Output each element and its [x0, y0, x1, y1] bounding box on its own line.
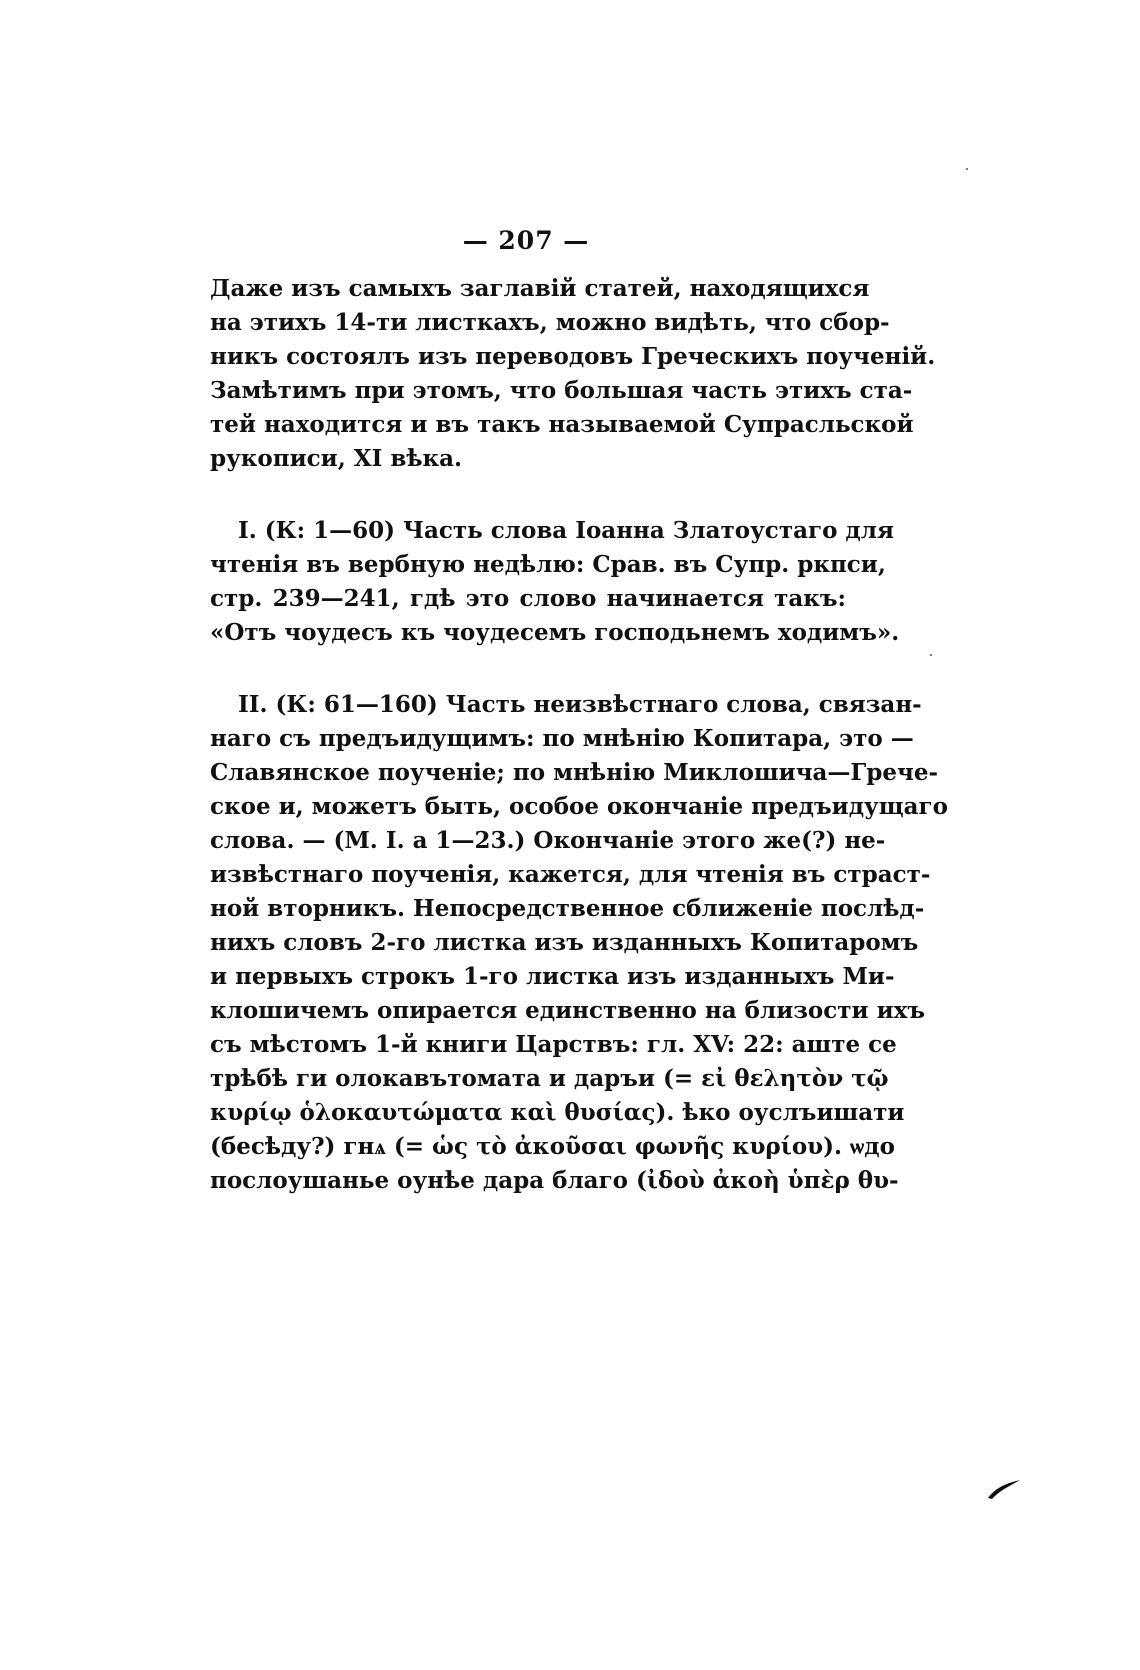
text-line: Замѣтимъ при этомъ, что большая часть этихъ ста-	[210, 377, 913, 404]
section-ii-line: ной вторникъ. Непосредственное сближеніе послѣд-	[210, 895, 925, 922]
section-ii-line: трѣбѣ ги олокавътомата и даръи (= εἰ θελητὸν τῷ	[210, 1065, 889, 1092]
section-ii-line: ское и, можетъ быть, особое окончаніе предъидущаго	[210, 793, 948, 820]
section-ii-line: (бесѣду?) гнѧ (= ὡς τὸ ἀκοῦσαι φωνῆς κυρίου). ѡдо	[210, 1133, 895, 1160]
scan-speck	[930, 654, 932, 656]
section-ii-line: κυρίῳ ὁλοκαυτώματα καὶ θυσίας). ѣко оуслъишати	[210, 1099, 905, 1126]
section-ii-line: съ мѣстомъ 1-й книги Царствъ: гл. XV: 22: аште се	[210, 1031, 897, 1058]
ink-mark-icon	[986, 1478, 1022, 1500]
section-ii-line: наго съ предъидущимъ: по мнѣнію Копитара, это —	[210, 725, 914, 752]
section-ii-line: клошичемъ опирается единственно на близости ихъ	[210, 997, 926, 1024]
section-ii-line: извѣстнаго поученія, кажется, для чтенія въ страст-	[210, 861, 931, 888]
section-i-line: стр. 239—241, гдѣ это слово начинается такъ:	[210, 585, 846, 612]
text-line: никъ состоялъ изъ переводовъ Греческихъ поученій.	[210, 343, 936, 370]
text-line: Даже изъ самыхъ заглавій статей, находящихся	[210, 275, 870, 302]
section-i-line: I. (К: 1—60) Часть слова Іоанна Златоустаго для	[238, 517, 894, 544]
section-ii-line: II. (К: 61—160) Часть неизвѣстнаго слова, связан-	[238, 691, 922, 718]
text-line: рукописи, XI вѣка.	[210, 445, 463, 472]
scan-speck	[966, 168, 968, 170]
section-ii-line: Славянское поученіе; по мнѣнію Миклошича—Грече-	[210, 759, 939, 786]
section-i-line: чтенія въ вербную недѣлю: Срав. въ Супр. ркпси,	[210, 551, 886, 578]
section-ii-line: нихъ словъ 2-го листка изъ изданныхъ Копитаромъ	[210, 929, 919, 956]
page-number: — 207 —	[462, 226, 590, 255]
section-ii-line: послоушанье оунѣе дара благо (ἰδοὺ ἀκοὴ ὑπὲρ θυ-	[210, 1167, 899, 1194]
section-ii-line: и первыхъ строкъ 1-го листка изъ изданныхъ Ми-	[210, 963, 895, 990]
section-i-line: «Отъ чоудесъ къ чоудесемъ господьнемъ ходимъ».	[210, 619, 900, 646]
text-line: тей находится и въ такъ называемой Супрасльской	[210, 411, 914, 438]
section-ii-line: слова. — (М. I. а 1—23.) Окончаніе этого же(?) не-	[210, 827, 886, 854]
text-line: на этихъ 14-ти листкахъ, можно видѣть, что сбор-	[210, 309, 890, 336]
